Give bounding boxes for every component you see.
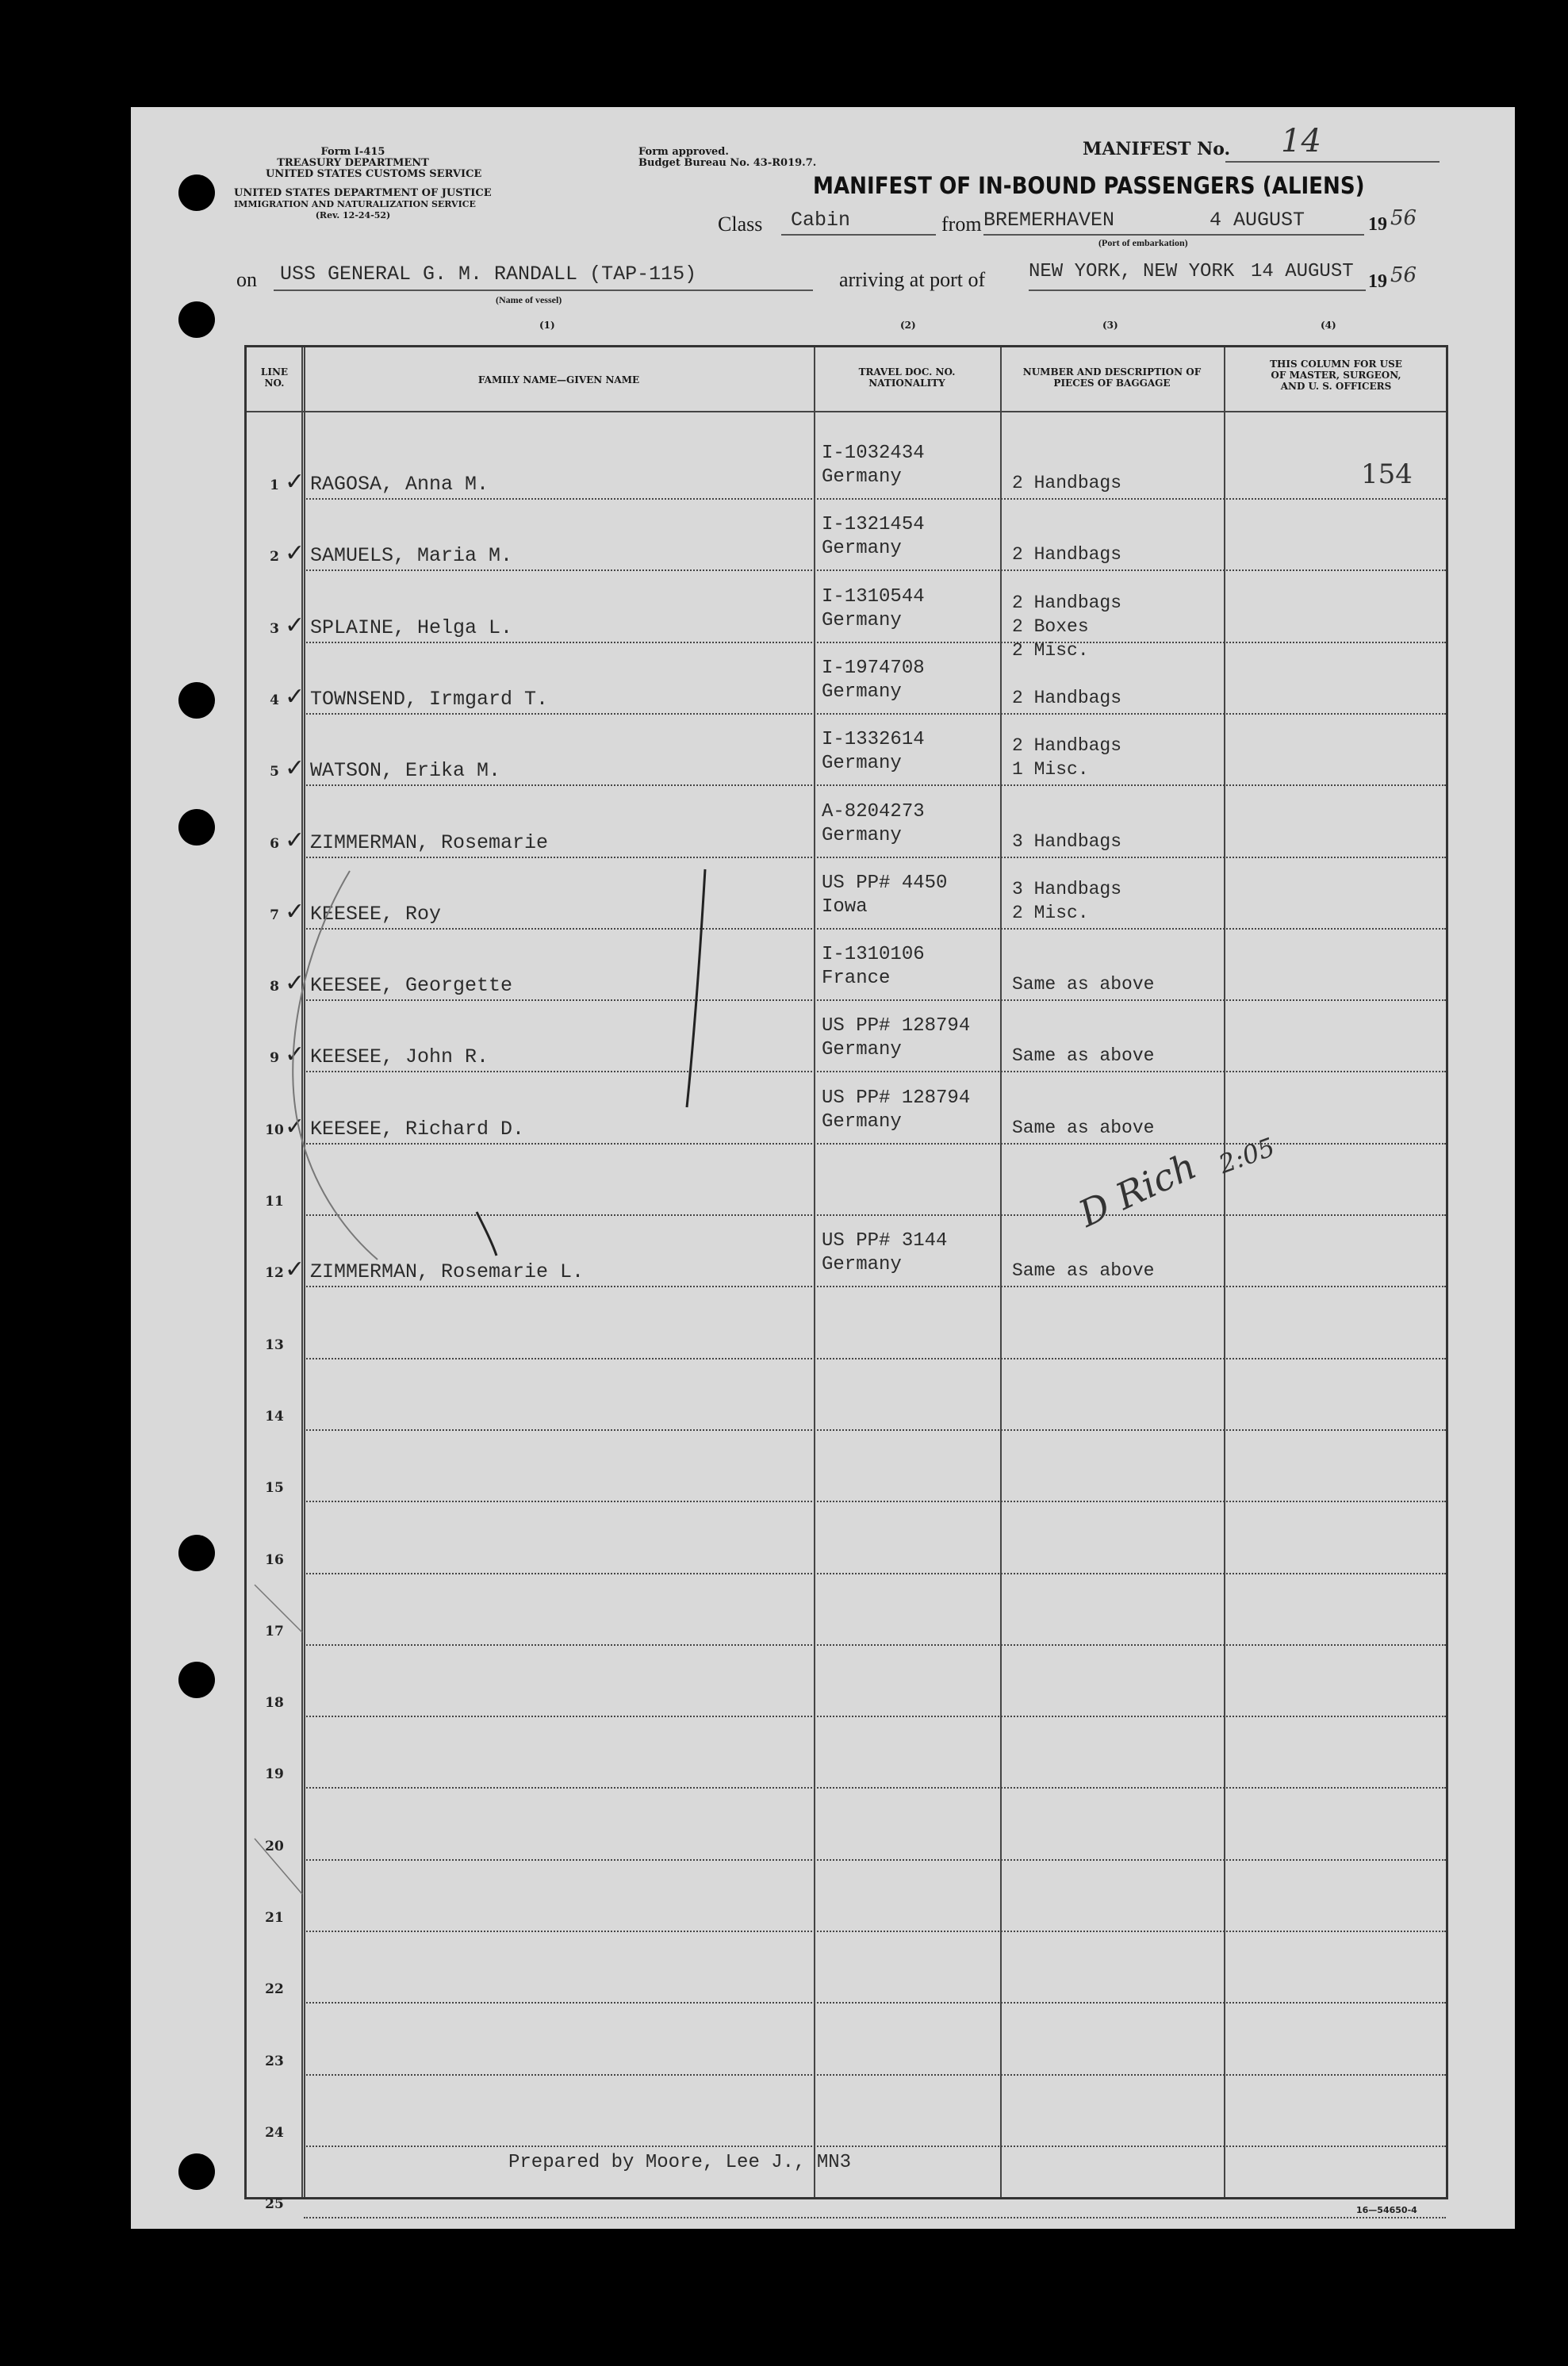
page-title: MANIFEST OF IN-BOUND PASSENGERS (ALIENS) (813, 172, 1365, 199)
check-mark-icon: ✓ (285, 1041, 305, 1069)
row-separator (304, 1931, 1446, 1932)
nationality: Germany (822, 609, 902, 631)
travel-doc-number: I-1310106 (822, 944, 925, 966)
revision-line: (Rev. 12-24-52) (315, 210, 391, 220)
baggage-entry: 1 Misc. (1012, 759, 1089, 780)
line-number: 5 (270, 764, 279, 780)
punch-hole (178, 809, 215, 846)
line-number: 2 (270, 549, 279, 566)
nationality: Germany (822, 1039, 902, 1061)
row-separator (304, 1644, 1446, 1646)
line-number: 12 (265, 1265, 284, 1282)
passenger-name: RAGOSA, Anna M. (310, 473, 489, 496)
line-number: 22 (265, 1981, 284, 1998)
line-number: 7 (270, 907, 279, 923)
row-separator (304, 999, 1446, 1001)
line-number: 3 (270, 620, 279, 637)
from-label: from (941, 213, 982, 236)
row-separator (304, 498, 1446, 500)
port-of-embarkation-caption: (Port of embarkation) (1098, 237, 1188, 248)
nationality: Germany (822, 1110, 902, 1133)
check-mark-icon: ✓ (285, 468, 305, 496)
row-separator (304, 642, 1446, 643)
baggage-entry: Same as above (1012, 1117, 1155, 1138)
header-officers: THIS COLUMN FOR USE OF MASTER, SURGEON, AND U. S. OFFICERS (1270, 359, 1402, 392)
line-number: 10 (265, 1122, 284, 1138)
nationality: Germany (822, 1254, 902, 1276)
manifest-no-value: 14 (1281, 123, 1321, 159)
line-number: 20 (265, 1838, 284, 1854)
manifest-sheet (131, 107, 1515, 2229)
line-number: 13 (265, 1336, 284, 1353)
manifest-no-label: MANIFEST No. (1083, 139, 1231, 159)
prepared-by: Prepared by Moore, Lee J., MN3 (508, 2152, 852, 2173)
arrival-port: NEW YORK, NEW YORK (1029, 261, 1235, 282)
row-separator (304, 1143, 1446, 1145)
approval-line: Form approved. (638, 146, 729, 158)
travel-doc-number: US PP# 128794 (822, 1087, 971, 1109)
travel-doc-number: I-1310544 (822, 585, 925, 608)
passenger-name: KEESEE, Richard D. (310, 1117, 525, 1141)
punch-hole (178, 1535, 215, 1571)
passenger-name: TOWNSEND, Irmgard T. (310, 687, 549, 711)
travel-doc-number: I-1321454 (822, 514, 925, 536)
row-separator (304, 928, 1446, 930)
line-number: 9 (270, 1050, 279, 1067)
budget-approval (638, 147, 816, 169)
handwritten-initials: D Rich (1072, 1144, 1203, 1236)
treasury-dept: TREASURY DEPARTMENT (277, 157, 429, 169)
from-year: 56 (1390, 206, 1417, 230)
baggage-entry: 2 Handbags (1012, 544, 1122, 566)
nationality: Iowa (822, 895, 868, 918)
customs-service: UNITED STATES CUSTOMS SERVICE (266, 168, 482, 180)
check-mark-icon: ✓ (285, 1256, 305, 1284)
nationality: Germany (822, 466, 902, 488)
check-mark-icon: ✓ (285, 897, 305, 926)
row-separator (304, 1214, 1446, 1216)
row-separator (304, 1286, 1446, 1287)
passenger-name: SAMUELS, Maria M. (310, 544, 513, 568)
check-mark-icon: ✓ (285, 969, 305, 998)
dept-of-justice (234, 187, 492, 221)
travel-doc-number: US PP# 3144 (822, 1230, 948, 1252)
line-number: 18 (265, 1695, 284, 1712)
check-mark-icon: ✓ (285, 1112, 305, 1141)
officer-note: 154 (1361, 458, 1413, 490)
arrival-year: 56 (1390, 263, 1417, 287)
punch-hole (178, 174, 215, 211)
line-number: 15 (265, 1480, 284, 1497)
from-year-prefix: 19 (1368, 214, 1387, 235)
check-mark-icon: ✓ (285, 754, 305, 783)
line-number: 1 (270, 477, 279, 493)
nationality: France (822, 968, 891, 990)
travel-doc-number: US PP# 4450 (822, 872, 948, 894)
footer-code: 16—54650-4 (1356, 2205, 1417, 2215)
row-separator (304, 713, 1446, 715)
handwritten-time: 2:05 (1214, 1131, 1279, 1180)
line-number: 11 (265, 1194, 284, 1210)
class-label: Class (718, 213, 763, 236)
baggage-entry: 2 Handbags (1012, 592, 1122, 613)
form-number: Form I-415 (320, 146, 385, 158)
line-number: 21 (265, 1910, 284, 1926)
punch-hole (178, 301, 215, 338)
baggage-entry: 2 Handbags (1012, 735, 1122, 757)
row-separator (304, 569, 1446, 571)
row-separator (304, 2074, 1446, 2076)
punch-hole (178, 682, 215, 719)
check-mark-icon: ✓ (285, 539, 305, 568)
header-name: FAMILY NAME—GIVEN NAME (477, 374, 640, 385)
line-number: 23 (265, 2053, 284, 2069)
from-port: BREMERHAVEN (983, 209, 1115, 232)
passenger-name: SPLAINE, Helga L. (310, 615, 513, 639)
travel-doc-number: I-1032434 (822, 443, 925, 464)
baggage-entry: 3 Handbags (1012, 830, 1122, 852)
arriving-label: arriving at port of (839, 268, 986, 291)
nationality: Germany (822, 753, 902, 775)
header-line-no: LINE NO. (260, 366, 289, 389)
check-mark-icon: ✓ (285, 826, 305, 854)
line-number: 8 (270, 979, 279, 995)
baggage-entry: Same as above (1012, 974, 1155, 995)
line-number: 19 (265, 1766, 284, 1783)
line-number: 25 (265, 2196, 284, 2213)
passenger-name: KEESEE, John R. (310, 1045, 489, 1069)
column-number: (3) (1102, 320, 1118, 331)
from-date: 4 AUGUST (1210, 209, 1305, 232)
arrival-year-prefix: 19 (1368, 271, 1387, 292)
nationality: Germany (822, 824, 902, 846)
line-number: 4 (270, 692, 279, 708)
column-number: (2) (900, 320, 916, 331)
check-mark-icon: ✓ (285, 611, 305, 639)
header-travel-doc: TRAVEL DOC. NO. NATIONALITY (858, 366, 956, 389)
baggage-entry: 3 Handbags (1012, 878, 1122, 899)
manifest-no-field (1225, 123, 1440, 163)
row-separator (304, 1071, 1446, 1072)
class-value: Cabin (791, 209, 851, 232)
row-separator (304, 1501, 1446, 1502)
row-separator (304, 1358, 1446, 1359)
line-number: 24 (265, 2124, 284, 2141)
row-separator (304, 2146, 1446, 2147)
passenger-name: ZIMMERMAN, Rosemarie (310, 830, 549, 854)
baggage-entry: Same as above (1012, 1260, 1155, 1282)
passenger-name: WATSON, Erika M. (310, 759, 501, 783)
vessel-caption: (Name of vessel) (496, 294, 562, 305)
line-number: 17 (265, 1623, 284, 1639)
row-separator (304, 1716, 1446, 1717)
travel-doc-number: A-8204273 (822, 800, 925, 823)
row-separator (304, 1429, 1446, 1431)
line-number: 6 (270, 835, 279, 852)
check-mark-icon: ✓ (285, 682, 305, 711)
row-separator (304, 1859, 1446, 1861)
column-number: (1) (539, 320, 555, 331)
punch-hole (178, 1662, 215, 1698)
baggage-entry: Same as above (1012, 1045, 1155, 1067)
baggage-entry: 2 Handbags (1012, 687, 1122, 708)
row-separator (304, 2217, 1446, 2218)
ins-line: IMMIGRATION AND NATURALIZATION SERVICE (234, 199, 476, 209)
row-separator (304, 1787, 1446, 1789)
row-separator (304, 1573, 1446, 1574)
column-number: (4) (1321, 320, 1336, 331)
row-separator (304, 2002, 1446, 2004)
travel-doc-number: I-1332614 (822, 729, 925, 751)
doj-line: UNITED STATES DEPARTMENT OF JUSTICE (234, 187, 492, 199)
baggage-entry: 2 Handbags (1012, 473, 1122, 493)
budget-bureau-line: Budget Bureau No. 43-R019.7. (638, 157, 817, 169)
line-number: 16 (265, 1551, 284, 1568)
vessel-field (274, 264, 813, 291)
row-separator (304, 784, 1446, 786)
arrival-field (1029, 261, 1366, 291)
travel-doc-number: I-1974708 (822, 657, 925, 679)
baggage-entry: 2 Misc. (1012, 902, 1089, 923)
from-field (983, 210, 1364, 236)
row-separator (304, 857, 1446, 858)
nationality: Germany (822, 681, 902, 703)
baggage-entry: 2 Boxes (1012, 615, 1089, 637)
passenger-name: ZIMMERMAN, Rosemarie L. (310, 1260, 585, 1284)
baggage-entry: 2 Misc. (1012, 639, 1089, 661)
punch-hole (178, 2153, 215, 2190)
vessel-name: USS GENERAL G. M. RANDALL (TAP-115) (280, 263, 697, 286)
passenger-name: KEESEE, Georgette (310, 974, 513, 998)
form-identifier (266, 146, 482, 180)
on-label: on (236, 268, 257, 291)
passenger-name: KEESEE, Roy (310, 902, 442, 926)
arrival-date: 14 AUGUST (1251, 261, 1354, 282)
header-baggage: NUMBER AND DESCRIPTION OF PIECES OF BAGGAGE (1022, 366, 1202, 389)
line-number: 14 (265, 1408, 284, 1425)
travel-doc-number: US PP# 128794 (822, 1015, 971, 1037)
class-field (781, 210, 936, 236)
nationality: Germany (822, 538, 902, 560)
